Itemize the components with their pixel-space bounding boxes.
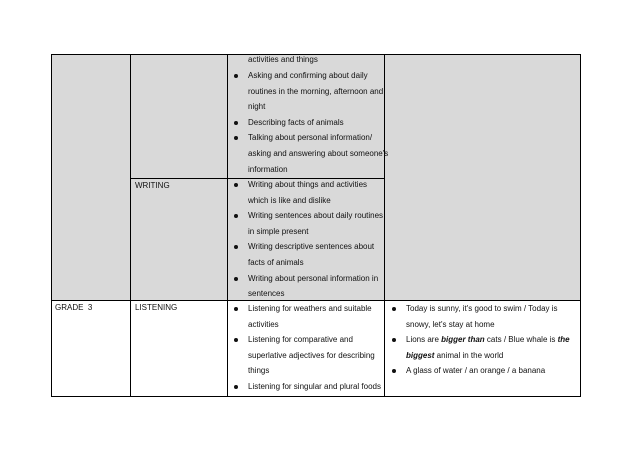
- bullet-icon: [234, 385, 238, 389]
- list-item: Writing sentences about daily routines in simple present: [232, 208, 383, 239]
- skill-label-listening: LISTENING: [135, 303, 178, 312]
- list-item: Describing facts of animals: [232, 115, 388, 131]
- list-item: Listening for comparative and superlative adjectives for describing things: [232, 332, 381, 379]
- col-border-2: [227, 54, 228, 397]
- bullet-icon: [234, 277, 238, 281]
- list-item: Writing about things and activities which is like and dislike: [232, 177, 383, 208]
- bullet-icon: [234, 338, 238, 342]
- list-item: Asking and confirming about daily routines in the morning, afternoon and night: [232, 68, 388, 115]
- row3-bullet-list: [232, 301, 381, 395]
- bullet-icon: [392, 338, 396, 342]
- skill-label-writing: WRITING: [135, 181, 170, 190]
- bullet-icon: [234, 121, 238, 125]
- bullet-icon: [234, 245, 238, 249]
- col-border-4: [580, 54, 581, 397]
- list-item: Listening for weathers and suitable activities: [232, 301, 381, 332]
- row2-bullet-list: [232, 177, 383, 302]
- list-item: Today is sunny, it's good to swim / Today is snowy, let's stay at home: [390, 301, 570, 332]
- col-border-1: [130, 54, 131, 397]
- row1-bullet-list: [232, 68, 388, 177]
- row1-continuation-text: activities and things: [248, 55, 318, 64]
- col-border-0: [51, 54, 52, 397]
- bullet-icon: [234, 307, 238, 311]
- bullet-icon: [234, 74, 238, 78]
- bullet-icon: [392, 307, 396, 311]
- list-item: Writing descriptive sentences about facts of animals: [232, 239, 383, 270]
- grade-label: GRADE 3: [55, 303, 93, 312]
- list-item: Listening for singular and plural foods: [232, 379, 381, 395]
- bullet-icon: [234, 214, 238, 218]
- bullet-icon: [234, 136, 238, 140]
- bullet-icon: [234, 183, 238, 187]
- list-item: Talking about personal information/ asking and answering about someone's information: [232, 130, 388, 177]
- list-item: A glass of water / an orange / a banana: [390, 363, 570, 379]
- row3-examples-list: [390, 301, 570, 379]
- bullet-icon: [392, 369, 396, 373]
- list-item: Writing about personal information in sentences: [232, 271, 383, 302]
- list-item: Lions are bigger than cats / Blue whale is the biggest animal in the world: [390, 332, 570, 363]
